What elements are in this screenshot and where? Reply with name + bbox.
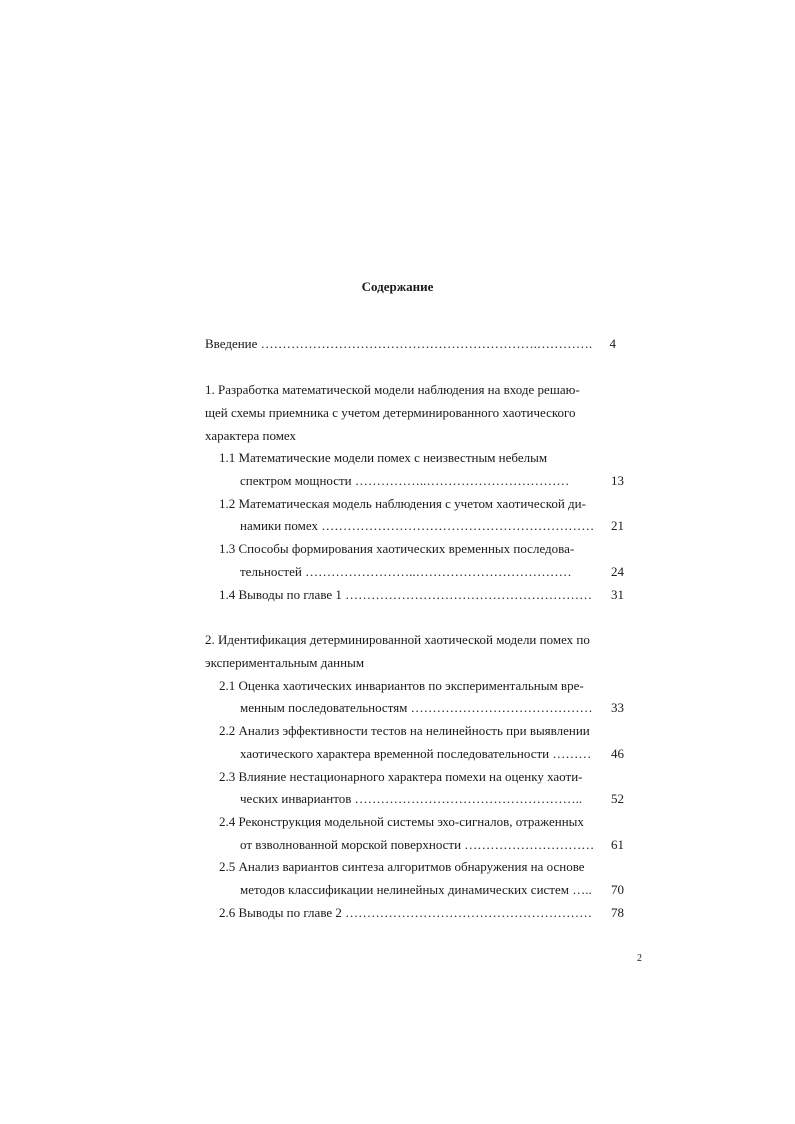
toc-2-1-line1: 2.1 Оценка хаотических инвариантов по экспериментальным вре- xyxy=(219,678,584,693)
toc-2-1-line2: менным последовательностям …………………………………… xyxy=(240,700,593,715)
toc-intro-page: 4 xyxy=(609,336,616,351)
toc-2-4-page: 61 xyxy=(611,837,624,852)
toc-1-3-line2: тельностей ……………………..……………………………… xyxy=(240,564,572,579)
toc-2-5-page: 70 xyxy=(611,882,624,897)
toc-2-3-line1: 2.3 Влияние нестационарного характера помехи на оценку хаоти- xyxy=(219,769,583,784)
chapter2-heading-line2: экспериментальным данным xyxy=(205,655,365,670)
chapter1-heading-line1: 1. Разработка математической модели наблюдения на входе решаю- xyxy=(205,382,580,397)
toc-2-6-page: 78 xyxy=(611,905,624,920)
chapter1-heading-line3: характера помех xyxy=(205,428,297,443)
toc-2-5-line2: методов классификации нелинейных динамических систем ….. xyxy=(240,882,592,897)
toc-1-2-line2: намики помех ……………………………………………………… xyxy=(240,518,595,533)
toc-2-4-line2: от взволнованной морской поверхности ………………………… xyxy=(240,837,595,852)
page-number: 2 xyxy=(637,953,642,964)
toc-1-3-line1: 1.3 Способы формирования хаотических временных последова- xyxy=(219,541,575,556)
toc-2-2-line2: хаотического характера временной последовательности ……… xyxy=(240,746,592,761)
toc-1-2-line1: 1.2 Математическая модель наблюдения с учетом хаотической ди- xyxy=(219,496,586,511)
toc-1-3-page: 24 xyxy=(611,564,624,579)
toc-1-1-line1: 1.1 Математические модели помех с неизвестным небелым xyxy=(219,450,548,465)
toc-2-2-page: 46 xyxy=(611,746,624,761)
toc-2-6-line1: 2.6 Выводы по главе 2 ………………………………………………… xyxy=(219,905,593,920)
toc-1-1-page: 13 xyxy=(611,473,624,488)
toc-1-1-line2: спектром мощности ……………..…………………………… xyxy=(240,473,570,488)
chapter1-heading-line2: щей схемы приемника с учетом детерминированного хаотического xyxy=(205,405,576,420)
toc-2-2-line1: 2.2 Анализ эффективности тестов на нелинейность при выявлении xyxy=(219,723,590,738)
page-title: Содержание xyxy=(361,279,434,294)
toc-2-5-line1: 2.5 Анализ вариантов синтеза алгоритмов обнаружения на основе xyxy=(219,859,585,874)
toc-2-4-line1: 2.4 Реконструкция модельной системы эхо-сигналов, отраженных xyxy=(219,814,584,829)
toc-2-3-line2: ческих инвариантов …………………………………………….. xyxy=(240,791,583,806)
toc-1-4-page: 31 xyxy=(611,587,624,602)
toc-2-1-page: 33 xyxy=(611,700,624,715)
toc-2-3-page: 52 xyxy=(611,791,624,806)
chapter2-heading-line1: 2. Идентификация детерминированной хаотической модели помех по xyxy=(205,632,590,647)
toc-1-4-line1: 1.4 Выводы по главе 1 ………………………………………………… xyxy=(219,587,593,602)
toc-intro: Введение ……………………………………………………….…………. xyxy=(205,336,593,351)
toc-1-2-page: 21 xyxy=(611,518,624,533)
